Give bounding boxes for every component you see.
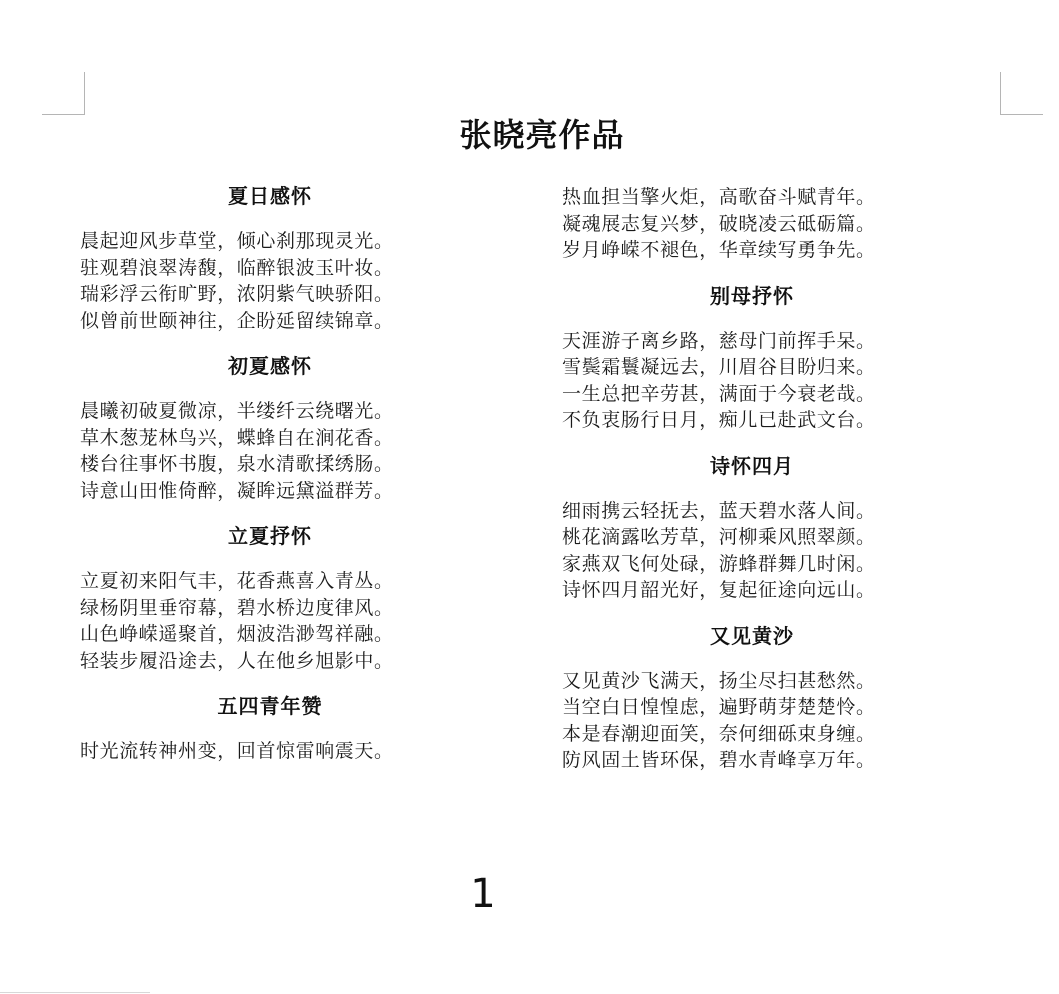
poem-line: 晨起迎风步草堂，倾心刹那现灵光。 xyxy=(80,230,394,252)
page-number: 1 xyxy=(470,871,496,917)
poem-title: 诗怀四月 xyxy=(710,453,794,478)
poem-lines xyxy=(80,398,460,504)
poem-lines xyxy=(80,228,460,334)
document-title: 张晓亮作品 xyxy=(459,116,625,154)
poem-line: 不负衷肠行日月，痴儿已赴武文台。 xyxy=(562,409,876,431)
crop-mark-top-right xyxy=(1000,72,1043,115)
poem-lines xyxy=(562,668,942,774)
poem xyxy=(562,448,942,604)
poem-line: 家燕双飞何处碌，游蜂群舞几时闲。 xyxy=(562,552,876,575)
poem-line: 热血担当擎火炬，高歌奋斗赋青年。 xyxy=(562,186,876,208)
poem-line: 一生总把辛劳甚，满面于今衰老哉。 xyxy=(562,382,876,405)
poem xyxy=(80,688,460,765)
poem-lines xyxy=(562,328,942,434)
poem-line: 诗意山田惟倚醉，凝眸远黛溢群芳。 xyxy=(80,479,394,502)
poem-line: 草木葱茏林鸟兴，蝶蜂自在涧花香。 xyxy=(80,426,394,449)
poem-line: 防风固土皆环保，碧水青峰享万年。 xyxy=(562,749,876,771)
poem xyxy=(562,618,942,774)
poem-line: 雪鬓霜鬟凝远去，川眉谷目盼归来。 xyxy=(562,356,876,378)
poem-line: 岁月峥嵘不褪色，华章续写勇争先。 xyxy=(562,239,876,261)
poem-line: 细雨携云轻抚去，蓝天碧水落人间。 xyxy=(562,499,876,522)
poem-line: 瑞彩浮云衔旷野，浓阴紫气映骄阳。 xyxy=(80,283,394,305)
poem-title: 夏日感怀 xyxy=(228,184,312,208)
poem-lines xyxy=(562,184,942,264)
poem-title: 又见黄沙 xyxy=(710,623,794,648)
poem-line: 桃花滴露吆芳草，河柳乘风照翠颜。 xyxy=(562,526,876,548)
poem-title: 五四青年赞 xyxy=(217,694,323,718)
poem-line: 立夏初来阳气丰，花香燕喜入青丛。 xyxy=(80,570,394,592)
poem-lines xyxy=(562,498,942,604)
poem-line: 本是春潮迎面笑，奈何细砾束身缠。 xyxy=(562,722,876,745)
poem-title: 立夏抒怀 xyxy=(228,524,312,548)
poem-continuation xyxy=(562,184,942,264)
poem xyxy=(80,348,460,504)
poem-line: 山色峥嵘遥聚首，烟波浩渺驾祥融。 xyxy=(80,623,394,645)
poem-line: 晨曦初破夏微凉，半缕纤云绕曙光。 xyxy=(80,400,394,422)
poem-line: 时光流转神州变，回首惊雷响震天。 xyxy=(80,740,394,762)
right-column xyxy=(562,184,942,788)
poem-line: 当空白日惶惶虑，遍野萌芽楚楚怜。 xyxy=(562,696,876,718)
left-column xyxy=(80,178,460,779)
poem xyxy=(80,178,460,334)
bottom-divider xyxy=(0,992,150,993)
poem-line: 绿杨阴里垂帘幕，碧水桥边度律风。 xyxy=(80,596,394,619)
poem-line: 又见黄沙飞满天，扬尘尽扫甚愁然。 xyxy=(562,669,876,692)
poem xyxy=(562,278,942,434)
poem-title: 别母抒怀 xyxy=(710,283,794,308)
poem-line: 轻装步履沿途去，人在他乡旭影中。 xyxy=(80,649,394,672)
poem-line: 楼台往事怀书腹，泉水清歌揉绣肠。 xyxy=(80,453,394,475)
poem-line: 驻观碧浪翠涛馥，临醉银波玉叶妆。 xyxy=(80,256,394,279)
poem-lines xyxy=(80,568,460,674)
crop-mark-top-left xyxy=(42,72,85,115)
poem-lines xyxy=(80,738,460,765)
poem-title: 初夏感怀 xyxy=(228,354,312,378)
poem-line: 天涯游子离乡路，慈母门前挥手呆。 xyxy=(562,329,876,352)
poem-line: 似曾前世颐神往，企盼延留续锦章。 xyxy=(80,309,394,332)
poem xyxy=(80,518,460,674)
poem-line: 凝魂展志复兴梦，破晓凌云砥砺篇。 xyxy=(562,212,876,235)
poem-line: 诗怀四月韶光好，复起征途向远山。 xyxy=(562,579,876,601)
